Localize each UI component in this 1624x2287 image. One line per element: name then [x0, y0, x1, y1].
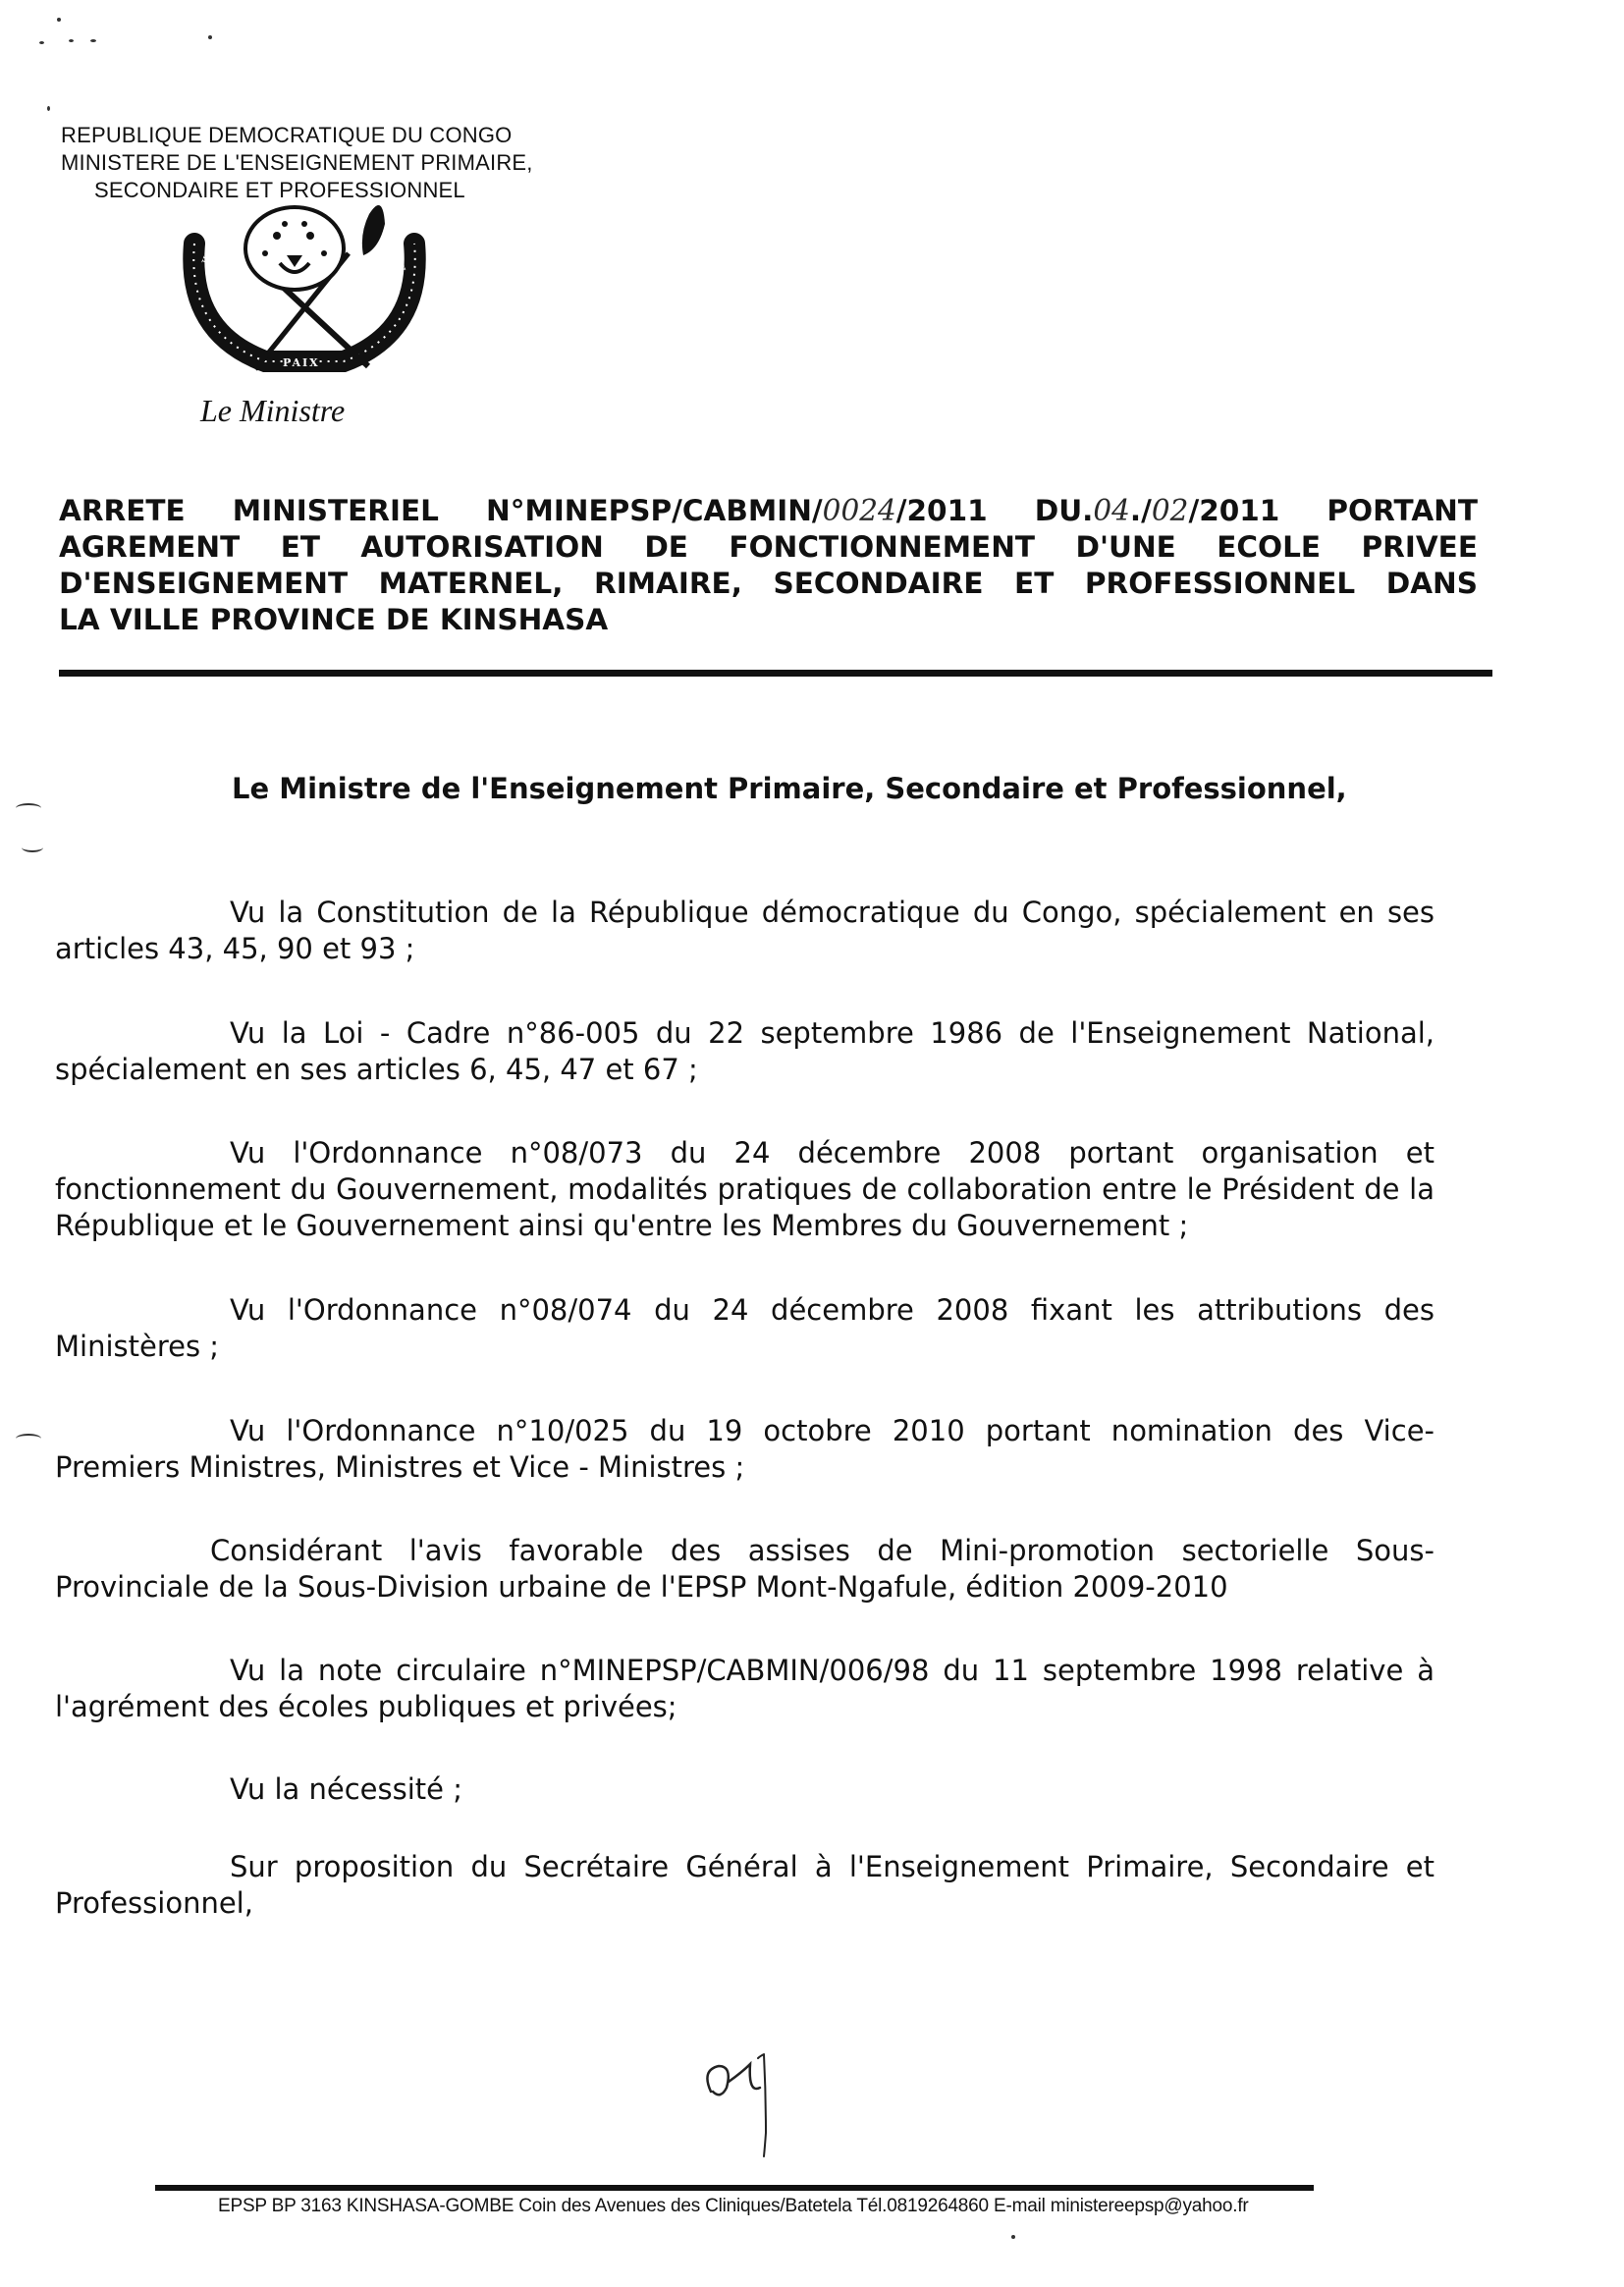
scan-speck [1011, 2235, 1015, 2239]
margin-mark [16, 803, 41, 813]
paragraph-text: Vu l'Ordonnance n°08/074 du 24 décembre 2008 fixant les attributions des Ministères ; [55, 1293, 1435, 1363]
decree-title-part1: ARRETE MINISTERIEL N°MINEPSP/CABMIN/ [59, 494, 823, 527]
paragraph-ordonnance-025 [55, 1413, 1435, 1486]
letterhead [61, 122, 650, 204]
decree-title [59, 493, 1478, 638]
decree-title-part3: ./ [1129, 494, 1152, 527]
paragraph-necessite [55, 1771, 1435, 1808]
motto-right: TRAVAIL [382, 231, 408, 277]
scan-speck [39, 41, 44, 44]
decree-title-part2: /2011 DU. [895, 494, 1094, 527]
paragraph-text: Vu la note circulaire n°MINEPSP/CABMIN/006/98 du 11 septembre 1998 relative à l'agrément des écoles publiques et privées; [55, 1654, 1435, 1723]
paragraph-note-circulaire [55, 1653, 1435, 1725]
paragraph-proposition [55, 1849, 1435, 1922]
motto-center: PAIX [283, 356, 320, 369]
coat-of-arms-emblem [177, 194, 432, 391]
handwritten-page-mark [699, 2035, 787, 2162]
paragraph-considerant [55, 1533, 1435, 1606]
paragraph-text: Vu la nécessité ; [230, 1772, 462, 1806]
decree-title-part4: /2011 PORTANT AGREMENT ET AUTORISATION DE FONCTIONNEMENT D'UNE ECOLE PRIVEE D'ENSEIGNEMENT MATERNEL, RIMAIRE, SECONDAIRE ET PROFESSIONNEL DANS [59, 494, 1478, 600]
footer-divider [155, 2185, 1314, 2191]
title-divider [59, 670, 1492, 677]
paragraph-constitution [55, 895, 1435, 967]
paragraph-text: Sur proposition du Secrétaire Général à l'Enseignement Primaire, Secondaire et Professionnel, [55, 1850, 1435, 1920]
scan-speck [69, 39, 74, 42]
paragraph-text: Vu l'Ordonnance n°08/073 du 24 décembre 2008 portant organisation et fonctionnement du Gouvernement, modalités pratiques de collaboration entre le Président de la République et le Gouvernement ainsi qu'entre les Membres du Gouvernement ; [55, 1136, 1435, 1242]
scan-speck [47, 106, 50, 111]
paragraph-loi-cadre [55, 1015, 1435, 1088]
scan-speck [208, 35, 212, 39]
paragraph-text: Vu la Loi - Cadre n°86-005 du 22 septembre 1986 de l'Enseignement National, spécialement en ses articles 6, 45, 47 et 67 ; [55, 1016, 1435, 1086]
margin-mark [16, 1434, 41, 1443]
paragraph-ordonnance-073 [55, 1135, 1435, 1244]
decree-title-part5: LA VILLE PROVINCE DE KINSHASA [59, 603, 609, 636]
margin-mark [22, 843, 43, 852]
footer-contact: EPSP BP 3163 KINSHASA-GOMBE Coin des Avenues des Cliniques/Batetela Tél.0819264860 E-mail ministereepsp@yahoo.fr [218, 2196, 1249, 2216]
motto-left: JUSTICE [200, 221, 227, 267]
minister-address: Le Ministre de l'Enseignement Primaire, Secondaire et Professionnel, [232, 772, 1347, 805]
paragraph-ordonnance-074 [55, 1292, 1435, 1365]
scan-speck [57, 18, 61, 22]
scan-speck [90, 39, 96, 42]
letterhead-country: REPUBLIQUE DEMOCRATIQUE DU CONGO [61, 123, 513, 147]
decree-day-handwritten: 04 [1093, 494, 1130, 527]
paragraph-text: Considérant l'avis favorable des assises de Mini-promotion sectorielle Sous-Provinciale de la Sous-Division urbaine de l'EPSP Mont-Ngafule, édition 2009-2010 [55, 1534, 1435, 1604]
decree-number-handwritten: 0024 [822, 494, 896, 527]
decree-month-handwritten: 02 [1151, 494, 1189, 527]
paragraph-text: Vu la Constitution de la République démocratique du Congo, spécialement en ses articles 43, 45, 90 et 93 ; [55, 896, 1435, 965]
paragraph-text: Vu l'Ordonnance n°10/025 du 19 octobre 2010 portant nomination des Vice-Premiers Ministres, Ministres et Vice - Ministres ; [55, 1414, 1435, 1484]
letterhead-ministry-cont: SECONDAIRE ET PROFESSIONNEL [94, 178, 465, 202]
letterhead-ministry: MINISTERE DE L'ENSEIGNEMENT PRIMAIRE, [61, 150, 533, 175]
minister-caption: Le Ministre [200, 393, 346, 428]
